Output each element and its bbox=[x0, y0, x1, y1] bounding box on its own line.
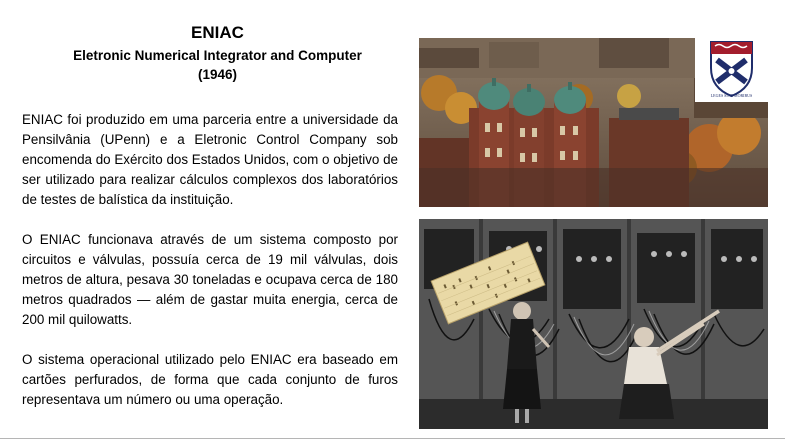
paragraph-1: ENIAC foi produzido em uma parceria entre a universidade da Pensilvânia (UPenn) e a Eletronic Control Company sob encomenda do Exército dos Estados Unidos, com o objetivo de ser utilizado para realizar cálculos complexos dos laboratórios de testes de balística da instituição. bbox=[22, 112, 398, 207]
title-block bbox=[40, 22, 395, 84]
seal-motto: LEGES SINE MORIBUS bbox=[710, 93, 753, 98]
upenn-seal bbox=[695, 38, 768, 102]
punch-card bbox=[428, 238, 548, 328]
punch-card-icon bbox=[428, 238, 548, 328]
paragraph-3: O sistema operacional utilizado pelo ENIAC era baseado em cartões perfurados, de forma que cada conjunto de furos representava um número ou uma operação. bbox=[22, 352, 398, 407]
page-subtitle: Eletronic Numerical Integrator and Computer bbox=[73, 48, 362, 63]
footer-divider bbox=[0, 438, 785, 439]
paragraph-2: O ENIAC funcionava através de um sistema composto por circuitos e válvulas, possuía cerca de 19 mil válvulas, dois metros de altura, pesava 30 toneladas e ocupava cerca de 180 metros quadrados — além de gastar muita energia, cerca de 200 mil quilowatts. bbox=[22, 232, 398, 327]
body-text bbox=[22, 110, 398, 430]
page-year: (1946) bbox=[197, 67, 238, 82]
page-title: ENIAC bbox=[191, 23, 244, 42]
